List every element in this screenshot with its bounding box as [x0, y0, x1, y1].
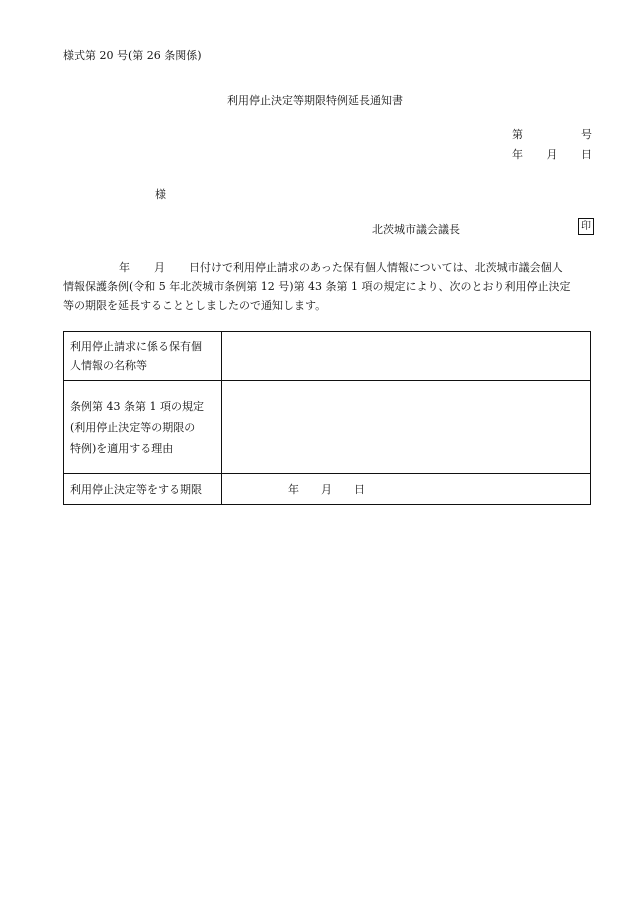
- issuer-name: 北茨城市議会議長: [372, 223, 460, 236]
- body-line-2: 情報保護条例(令和 5 年北茨城市条例第 12 号)第 43 条第 1 項の規定により、次のとおり利用停止決定: [63, 280, 571, 293]
- table-row: [64, 332, 591, 381]
- body-year: 年: [119, 261, 130, 274]
- form-number: 様式第 20 号(第 26 条関係): [63, 49, 202, 62]
- row-label-reason: [64, 381, 222, 474]
- issue-date-year: 年: [512, 148, 523, 161]
- row-label-line: 利用停止請求に係る保有個: [70, 340, 202, 353]
- issue-number: [512, 126, 592, 142]
- row-value-info-name: [222, 332, 591, 381]
- body-line-1: [63, 258, 571, 277]
- issue-date-month: 月: [546, 148, 558, 161]
- issue-number-prefix: 第: [512, 128, 523, 141]
- row-label-info-name: [64, 332, 222, 381]
- row-label-line: (利用停止決定等の期限の: [70, 420, 196, 434]
- document-title: 利用停止決定等期限特例延長通知書: [227, 94, 403, 107]
- deadline-date: [228, 480, 584, 499]
- row-label-deadline: 利用停止決定等をする期限: [64, 474, 222, 505]
- body-line-1-text: 日付けで利用停止請求のあった保有個人情報については、北茨城市議会個人: [189, 261, 563, 274]
- row-value-reason: [222, 381, 591, 474]
- row-value-deadline: [222, 474, 591, 505]
- issue-date: [512, 146, 592, 162]
- details-table: [63, 331, 591, 505]
- seal-box: 印: [578, 218, 594, 235]
- deadline-day: 日: [354, 482, 365, 496]
- deadline-month: 月: [321, 482, 332, 496]
- table-row: [64, 381, 591, 474]
- row-label-line: 人情報の名称等: [70, 359, 147, 372]
- row-label-line: 特例)を適用する理由: [70, 441, 174, 455]
- row-label-line: 条例第 43 条第 1 項の規定: [70, 399, 204, 413]
- body-line-3: 等の期限を延長することとしましたので通知します。: [63, 299, 327, 312]
- deadline-year: 年: [288, 482, 299, 496]
- body-paragraph: [63, 258, 571, 315]
- recipient-honorific: 様: [155, 188, 166, 201]
- issue-date-day: 日: [581, 148, 592, 161]
- body-month: 月: [154, 261, 165, 274]
- table-row: [64, 474, 591, 505]
- issue-number-suffix: 号: [581, 128, 592, 141]
